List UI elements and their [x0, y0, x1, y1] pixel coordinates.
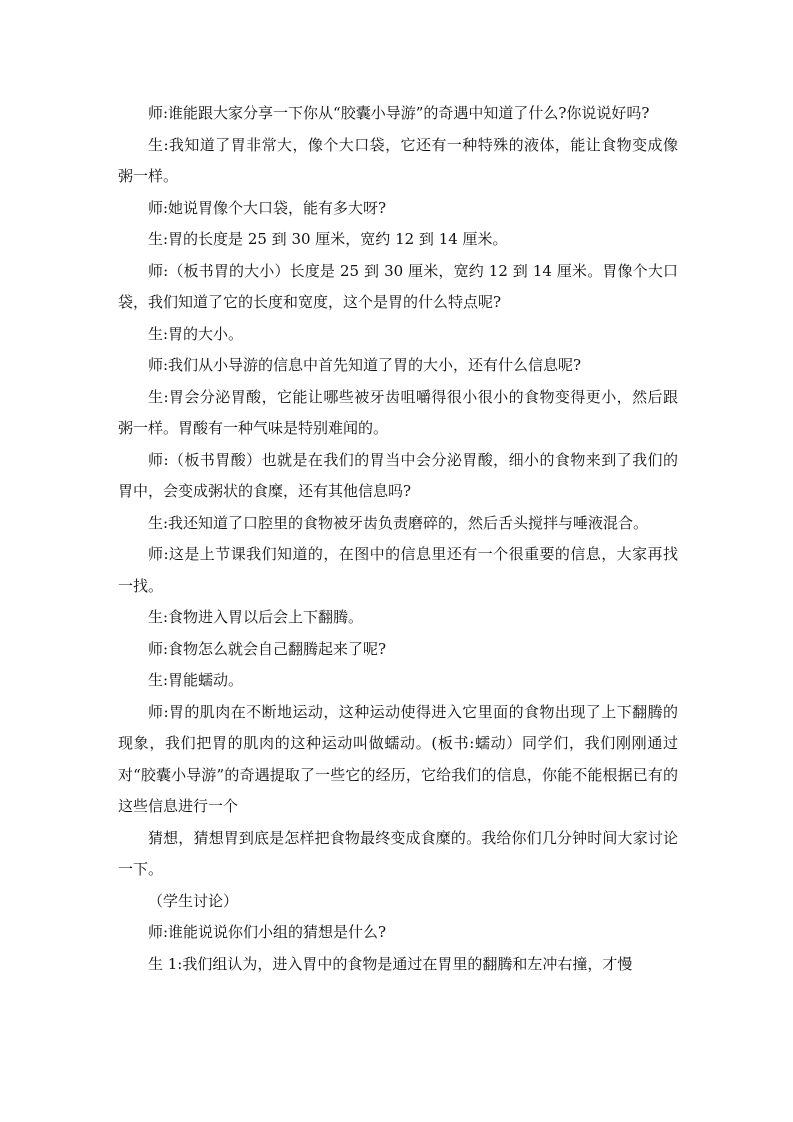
paragraph-9: 师:（板书胃酸）也就是在我们的胃当中会分泌胃酸，细小的食物来到了我们的胃中，会变成粥状的食糜，还有其他信息吗? [118, 450, 678, 500]
paragraph-3: 师:她说胃像个大口袋，能有多大呀? [148, 198, 387, 217]
document-body [118, 98, 678, 980]
paragraph-1: 师:谁能跟大家分享一下你从“胶囊小导游”的奇遇中知道了什么?你说说好吗? [148, 104, 650, 122]
paragraph-4: 生:胃的长度是 25 到 30 厘米，宽约 12 到 14 厘米。 [148, 230, 508, 248]
paragraph-6: 生:胃的大小。 [148, 324, 244, 343]
paragraph-8: 生:胃会分泌胃酸，它能让哪些被牙齿咀嚼得很小很小的食物变得更小，然后跟粥一样。胃酸有一种气味是特别难闻的。 [118, 387, 678, 437]
paragraph-18: 师:谁能说说你们小组的猜想是什么? [148, 923, 387, 941]
paragraph-14: 生:胃能蠕动。 [148, 671, 244, 689]
paragraph-19: 生 1:我们组认为，进入胃中的食物是通过在胃里的翻腾和左冲右撞，才慢 [148, 954, 633, 973]
paragraph-15: 师:胃的肌肉在不断地运动，这种运动使得进入它里面的食物出现了上下翻腾的现象，我们把胃的肌肉的这种运动叫做蠕动。(板书:蠕动）同学们，我们刚刚通过对“胶囊小导游”的奇遇提取了一些它的经历，它给我们的信息，你能不能根据已有的这些信息进行一个 [118, 702, 678, 815]
paragraph-12: 生:食物进入胃以后会上下翻腾。 [148, 608, 364, 626]
paragraph-7: 师:我们从小导游的信息中首先知道了胃的大小，还有什么信息呢? [148, 356, 582, 374]
paragraph-16: 猜想，猜想胃到底是怎样把食物最终变成食糜的。我给你们几分钟时间大家讨论一下。 [118, 828, 678, 878]
paragraph-10: 生:我还知道了口腔里的食物被牙齿负责磨碎的，然后舌头搅拌与唾液混合。 [148, 513, 649, 532]
paragraph-5: 师:（板书胃的大小）长度是 25 到 30 厘米，宽约 12 到 14 厘米。胃像个大口袋，我们知道了它的长度和宽度，这个是胃的什么特点呢? [118, 261, 678, 311]
paragraph-17: （学生讨论） [148, 891, 239, 910]
paragraph-13: 师:食物怎么就会自己翻腾起来了呢? [148, 639, 387, 658]
paragraph-2: 生:我知道了胃非常大，像个大口袋，它还有一种特殊的液体，能让食物变成像粥一样。 [118, 135, 678, 185]
paragraph-11: 师:这是上节课我们知道的，在图中的信息里还有一个很重要的信息，大家再找一找。 [118, 545, 678, 595]
